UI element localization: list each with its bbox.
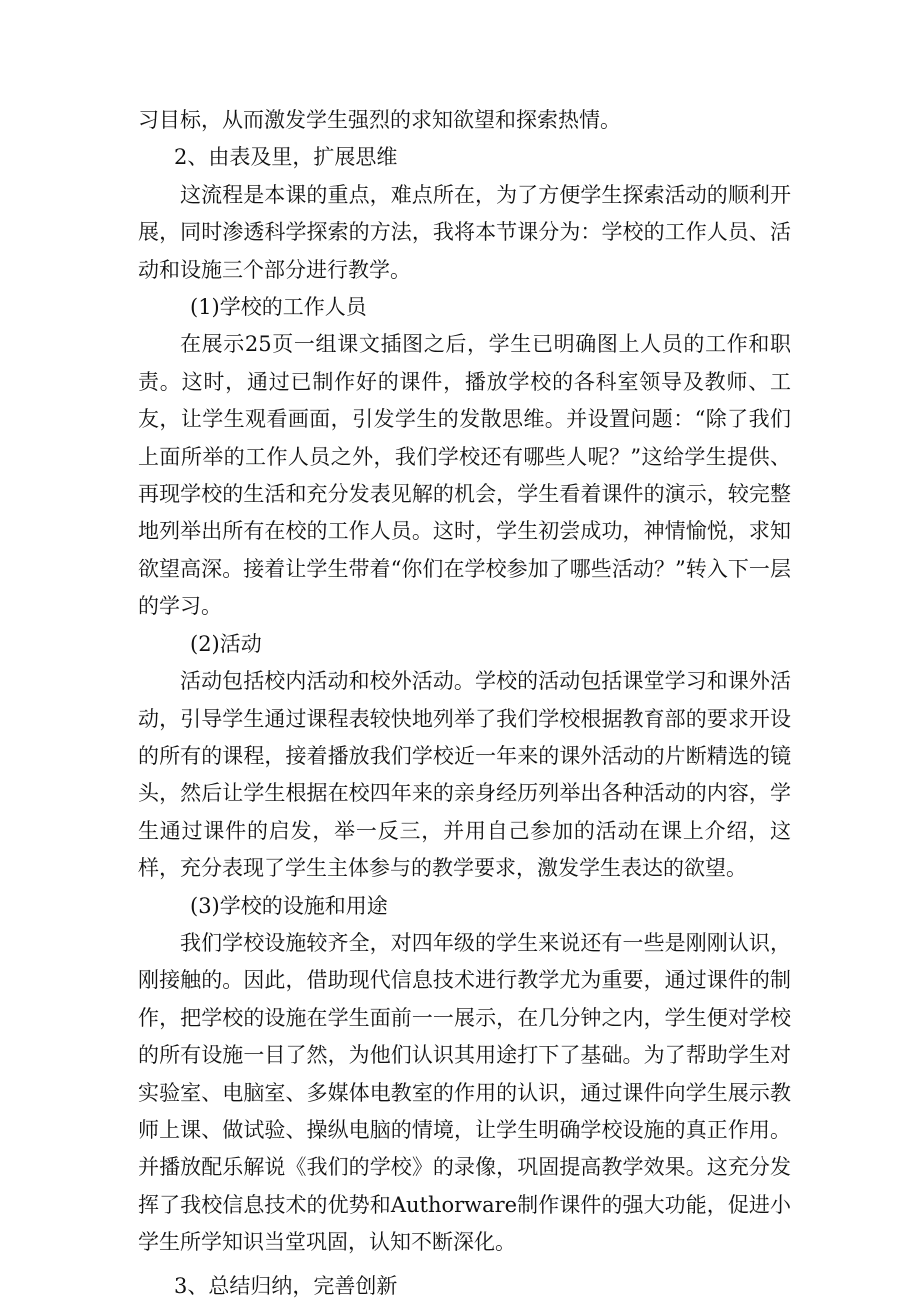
subsection-activities-heading: (2)活动 [190,631,262,656]
subsection-activities-paragraph: 活动包括校内活动和校外活动。学校的活动包括课堂学习和课外活动，引导学生通过课程表较快地列举了我们学校根据教育部的要求开设的所有的课程，接着播放我们学校近一年来的课外活动的片断精选的镜头，然后让学生根据在校四年来的亲身经历列举出各种活动的内容，学生通过课件的启发，举一反三，并用自己参加的活动在课上介绍，这样，充分表现了学生主体参与的教学要求，激发学生表达的欲望。 [138,669,791,881]
section-2-heading: 2、由表及里，扩展思维 [174,145,398,170]
section-2-intro-paragraph: 这流程是本课的重点，难点所在，为了方便学生探索活动的顺利开展，同时渗透科学探索的方法，我将本节课分为：学校的工作人员、活动和设施三个部分进行教学。 [138,182,791,282]
document-page [138,102,791,1305]
subsection-facilities-heading: (3)学校的设施和用途 [190,893,388,918]
subsection-facilities-paragraph: 我们学校设施较齐全，对四年级的学生来说还有一些是刚刚认识，刚接触的。因此，借助现代信息技术进行教学尤为重要，通过课件的制作，把学校的设施在学生面前一一展示，在几分钟之内，学生便对学校的所有设施一目了然，为他们认识其用途打下了基础。为了帮助学生对实验室、电脑室、多媒体电教室的作用的认识，通过课件向学生展示教师上课、做试验、操纵电脑的情境，让学生明确学校设施的真正作用。并播放配乐解说《我们的学校》的录像，巩固提高教学效果。这充分发挥了我校信息技术的优势和Authorware制作课件的强大功能，促进小学生所学知识当堂巩固，认知不断深化。 [138,930,791,1255]
subsection-staff-paragraph: 在展示25页一组课文插图之后，学生已明确图上人员的工作和职责。这时，通过已制作好的课件，播放学校的各科室领导及教师、工友，让学生观看画面，引发学生的发散思维。并设置问题：“除了我们上面所举的工作人员之外，我们学校还有哪些人呢？”这给学生提供、再现学校的生活和充分发表见解的机会，学生看着课件的演示，较完整地列举出所有在校的工作人员。这时，学生初尝成功，神情愉悦，求知欲望高深。接着让学生带着“你们在学校参加了哪些活动？”转入下一层的学习。 [138,332,791,619]
intro-paragraph-tail: 习目标，从而激发学生强烈的求知欲望和探索热情。 [138,108,621,132]
section-3-heading: 3、总结归纳，完善创新 [174,1273,398,1298]
subsection-staff-heading: (1)学校的工作人员 [190,295,367,320]
